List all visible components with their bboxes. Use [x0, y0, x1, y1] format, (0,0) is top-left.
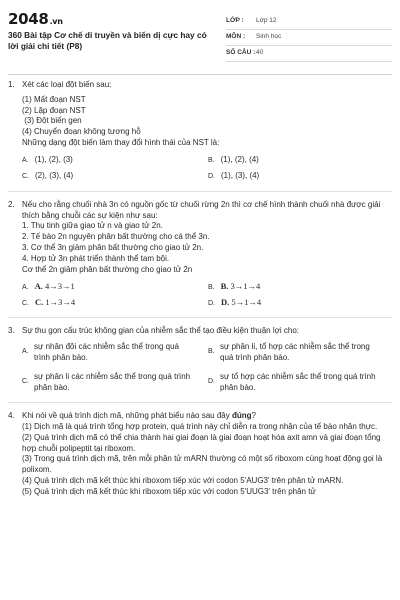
- meta-label: LỚP :: [226, 17, 244, 24]
- site-logo[interactable]: [8, 10, 63, 28]
- option-text: (1), (3), (4): [221, 170, 260, 180]
- question-line: (4) Chuyển đoạn không tương hỗ: [22, 127, 141, 137]
- option-text: 5→1→4: [231, 297, 262, 308]
- question-list: [8, 80, 392, 506]
- option-text: (1), (2), (3): [34, 154, 73, 164]
- option-a[interactable]: [22, 155, 192, 167]
- question-divider: [8, 191, 392, 192]
- option-d[interactable]: [208, 297, 378, 310]
- answer-options: [22, 281, 392, 313]
- option-text: sự nhân đôi các nhiễm sắc thể trong quá trình phân bào.: [34, 342, 179, 362]
- meta-class-row: [226, 14, 392, 30]
- question-line: 4. Hợp tử 3n phát triển thành thể tam bội.: [22, 253, 170, 263]
- question-4: [8, 411, 392, 497]
- question-line: (2) Quá trình dịch mã có thể chia thành hai giai đoạn là giai đoạn hoạt hóa axit amn và giai đoạn tổng hợp chuỗi polipeptit tại riboxom.: [22, 432, 381, 453]
- option-key: A.: [22, 284, 29, 292]
- option-prefix: C.: [35, 297, 46, 308]
- meta-label: MÔN :: [226, 33, 246, 40]
- question-line: (4) Quá trình dịch mã kết thúc khi riboxom tiếp xúc với codon 5'AUG3' trên phân tử mARN.: [22, 475, 344, 485]
- meta-value: 40: [256, 49, 264, 56]
- question-divider: [8, 317, 392, 318]
- logo-suffix: .vn: [49, 17, 63, 26]
- question-text: Xét các loại đột biến sau:: [22, 80, 112, 89]
- option-c[interactable]: [22, 171, 192, 183]
- option-key: C.: [22, 300, 29, 308]
- option-key: D.: [208, 172, 215, 180]
- option-text: 1→3→4: [45, 297, 76, 308]
- question-line: (5) Quá trình dịch mã kết thúc khi riboxom tiếp xúc với codon 5'UUG3' trên phân tử: [22, 486, 316, 496]
- question-number: 1.: [8, 80, 15, 89]
- document-meta: [226, 14, 392, 62]
- question-divider: [8, 402, 392, 403]
- question-line: Cơ thể 2n giảm phân bất thường cho giao tử 2n: [22, 264, 193, 274]
- option-text: 3→1→4: [230, 281, 261, 292]
- option-key: B.: [208, 156, 215, 164]
- option-key: C.: [22, 172, 29, 180]
- answer-options: [22, 155, 392, 187]
- option-key: D.: [208, 300, 215, 308]
- question-2: [8, 200, 392, 319]
- option-prefix: B.: [220, 281, 231, 292]
- question-line: 2. Tế bào 2n nguyên phân bất thường cho cá thể 3n.: [22, 232, 210, 242]
- meta-value: Lớp 12: [256, 17, 277, 24]
- question-3: [8, 326, 392, 403]
- question-number: 3.: [8, 326, 15, 336]
- question-line: (1) Dịch mã là quá trình tổng hợp protein, quá trình này chỉ diễn ra trong nhân của tế bào nhân thực.: [22, 421, 378, 431]
- question-text: [22, 411, 392, 422]
- option-key: C.: [22, 378, 29, 386]
- question-line: (1) Mất đoạn NST: [22, 94, 86, 104]
- option-key: D.: [208, 378, 215, 386]
- document-header: [0, 0, 400, 68]
- question-1: [8, 80, 392, 192]
- option-b[interactable]: [208, 155, 378, 167]
- question-text-prefix: Khi nói về quá trình dịch mã, những phát biểu nào sau đây: [22, 411, 232, 421]
- option-prefix: D.: [221, 297, 232, 308]
- option-d[interactable]: [208, 171, 378, 183]
- option-text: sự phân li các nhiễm sắc thể trong quá trình phân bào.: [34, 372, 191, 392]
- option-b[interactable]: [208, 281, 378, 294]
- question-line: 3. Cơ thể 3n giảm phân bất thường cho giao tử 2n.: [22, 242, 204, 252]
- option-text: sự phân li, tổ hợp các nhiễm sắc thể trong quá trình phân bào.: [220, 342, 370, 362]
- question-line: (3) Đột biến gen: [22, 116, 82, 126]
- question-number: 4.: [8, 411, 15, 421]
- question-line: (2) Lặp đoạn NST: [22, 105, 86, 115]
- option-text: sự tổ hợp các nhiễm sắc thể trong quá trình phân bào.: [220, 372, 376, 392]
- meta-count-row: [226, 46, 392, 62]
- option-text: (2), (3), (4): [35, 170, 74, 180]
- document-title: 360 Bài tập Cơ chế di truyền và biến dị cực hay có lời giải chi tiết (P8): [8, 30, 207, 51]
- option-prefix: A.: [34, 281, 46, 292]
- option-text: (1), (2), (4): [220, 154, 259, 164]
- question-text: Nếu cho rằng chuối nhà 3n có nguồn gốc từ chuối rừng 2n thì cơ chế hình thành chuối nhà được giải thích bằng chuỗi các sự kiện như sau:: [22, 199, 381, 220]
- logo-text: 2048: [8, 10, 49, 28]
- option-key: A.: [22, 156, 29, 164]
- question-text-suffix: ?: [251, 411, 256, 421]
- question-text: Sự thu gọn cấu trúc không gian của nhiễm sắc thể tạo điều kiện thuận lợi cho:: [22, 326, 299, 336]
- header-divider: [8, 74, 392, 75]
- option-key: B.: [208, 348, 215, 356]
- question-line: Những dạng đột biến làm thay đổi hình thái của NST là:: [22, 137, 220, 147]
- option-key: B.: [208, 284, 215, 292]
- question-line: 1. Thụ tinh giữa giao tử n và giao tử 2n.: [22, 221, 163, 231]
- question-text-emphasis: đúng: [231, 411, 252, 421]
- option-text: 4→3→1: [45, 281, 75, 292]
- option-a[interactable]: [22, 281, 192, 294]
- meta-value: Sinh học: [256, 33, 282, 40]
- question-number: 2.: [8, 199, 15, 209]
- question-line: (3) Trong quá trình dịch mã, trên mỗi phân tử mARN thường có một số riboxom cùng hoạt động gọi là polixom.: [22, 454, 383, 475]
- option-c[interactable]: [22, 297, 192, 310]
- option-key: A.: [22, 348, 29, 356]
- meta-label: SỐ CÂU :: [226, 49, 256, 56]
- meta-subject-row: [226, 30, 392, 46]
